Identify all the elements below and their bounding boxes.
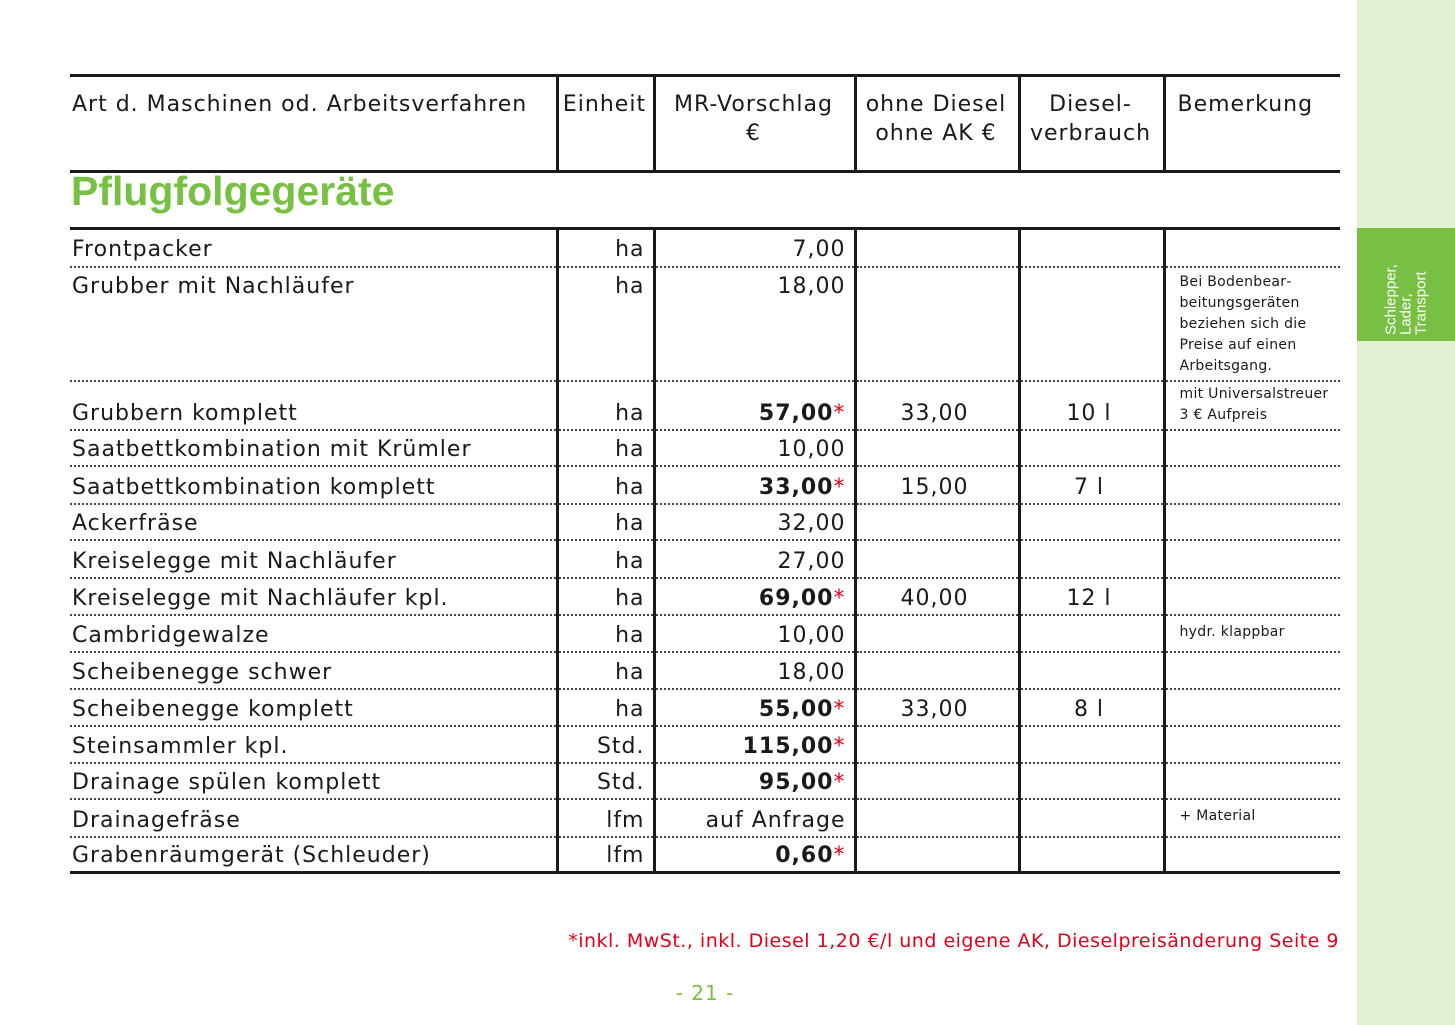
cell-price (654, 430, 855, 466)
cell-price (654, 799, 855, 837)
cell-dieselverbrauch (1019, 726, 1164, 763)
cell-price (654, 381, 855, 430)
table-row (70, 504, 1340, 540)
cell-price (654, 229, 855, 267)
cell-name: Saatbettkombination komplett (70, 466, 557, 504)
cell-unit: ha (557, 689, 654, 726)
price-value: 27,00 (777, 548, 846, 574)
cell-name: Kreiselegge mit Nachläufer kpl. (70, 578, 557, 615)
cell-price (654, 578, 855, 615)
cell-ohne-diesel: 40,00 (855, 578, 1019, 615)
cell-ohne-diesel (855, 504, 1019, 540)
cell-dieselverbrauch (1019, 504, 1164, 540)
table-row (70, 466, 1340, 504)
cell-ohne-diesel (855, 799, 1019, 837)
cell-unit: ha (557, 540, 654, 578)
price-value: 18,00 (777, 273, 846, 299)
cell-name: Grubber mit Nachläufer (70, 267, 557, 381)
cell-dieselverbrauch (1019, 615, 1164, 652)
table-row (70, 837, 1340, 873)
price-value: auf Anfrage (705, 807, 846, 833)
cell-name: Drainage spülen komplett (70, 763, 557, 799)
cell-dieselverbrauch (1019, 837, 1164, 873)
sidebar-tab[interactable] (1357, 228, 1455, 341)
table-row (70, 381, 1340, 430)
cell-dieselverbrauch (1019, 267, 1164, 381)
header-bemerkung: Bemerkung (1164, 76, 1340, 172)
cell-ohne-diesel (855, 615, 1019, 652)
cell-dieselverbrauch (1019, 799, 1164, 837)
cell-bemerkung (1164, 726, 1340, 763)
price-table (70, 227, 1340, 874)
cell-bemerkung: Bei Bodenbearbeitungsgeräten beziehen sich die Preise auf einen Arbeitsgang. (1164, 267, 1340, 381)
cell-name: Kreiselegge mit Nachläufer (70, 540, 557, 578)
cell-dieselverbrauch (1019, 652, 1164, 689)
header-table (70, 74, 1340, 173)
cell-bemerkung (1164, 229, 1340, 267)
cell-dieselverbrauch (1019, 763, 1164, 799)
cell-unit: ha (557, 615, 654, 652)
cell-bemerkung (1164, 837, 1340, 873)
section-title: Pflugfolgegeräte (71, 168, 395, 214)
cell-name: Grubbern komplett (70, 381, 557, 430)
cell-name: Steinsammler kpl. (70, 726, 557, 763)
cell-bemerkung (1164, 578, 1340, 615)
cell-dieselverbrauch: 7 l (1019, 466, 1164, 504)
price-value: 18,00 (777, 659, 846, 685)
price-star: * (833, 733, 846, 759)
table-row (70, 578, 1340, 615)
price-value: 69,00 (758, 585, 834, 611)
table-row (70, 540, 1340, 578)
price-value: 0,60 (775, 843, 834, 868)
cell-dieselverbrauch (1019, 229, 1164, 267)
cell-ohne-diesel: 33,00 (855, 689, 1019, 726)
cell-unit: ha (557, 466, 654, 504)
page-number: - 21 - (675, 981, 735, 1005)
cell-unit: lfm (557, 837, 654, 873)
cell-bemerkung (1164, 466, 1340, 504)
cell-bemerkung (1164, 763, 1340, 799)
price-value: 33,00 (758, 474, 834, 500)
header-dieselverbrauch: Diesel- verbrauch (1019, 76, 1164, 172)
cell-bemerkung: + Material (1164, 799, 1340, 837)
cell-ohne-diesel (855, 837, 1019, 873)
cell-unit: ha (557, 504, 654, 540)
cell-unit: ha (557, 229, 654, 267)
cell-unit: lfm (557, 799, 654, 837)
price-star: * (833, 843, 846, 868)
sidebar-tab-label: Schlepper, Lader, Transport (1382, 263, 1430, 335)
price-value: 10,00 (777, 622, 846, 648)
header-einheit: Einheit (557, 76, 654, 172)
cell-price (654, 726, 855, 763)
cell-bemerkung: mit Universalstreuer 3 € Aufpreis (1164, 381, 1340, 430)
table-row (70, 689, 1340, 726)
price-value: 115,00 (742, 733, 834, 759)
header-ohne-diesel: ohne Diesel ohne AK € (855, 76, 1019, 172)
table-row (70, 763, 1340, 799)
table-row (70, 652, 1340, 689)
cell-dieselverbrauch (1019, 540, 1164, 578)
cell-ohne-diesel: 15,00 (855, 466, 1019, 504)
price-star: * (833, 400, 846, 426)
table-row (70, 726, 1340, 763)
cell-ohne-diesel (855, 267, 1019, 381)
table-row (70, 799, 1340, 837)
cell-unit: Std. (557, 763, 654, 799)
table-row (70, 615, 1340, 652)
cell-name: Cambridgewalze (70, 615, 557, 652)
cell-name: Ackerfräse (70, 504, 557, 540)
cell-bemerkung (1164, 504, 1340, 540)
cell-ohne-diesel (855, 763, 1019, 799)
cell-price (654, 837, 855, 873)
cell-price (654, 540, 855, 578)
price-star: * (833, 696, 846, 722)
cell-dieselverbrauch (1019, 430, 1164, 466)
sidebar-background (1357, 0, 1455, 1025)
price-value: 10,00 (777, 436, 846, 462)
cell-name: Scheibenegge schwer (70, 652, 557, 689)
cell-dieselverbrauch: 10 l (1019, 381, 1164, 430)
cell-dieselverbrauch: 8 l (1019, 689, 1164, 726)
cell-bemerkung (1164, 430, 1340, 466)
cell-unit: ha (557, 430, 654, 466)
cell-price (654, 504, 855, 540)
table-row (70, 229, 1340, 267)
cell-bemerkung: hydr. klappbar (1164, 615, 1340, 652)
cell-bemerkung (1164, 689, 1340, 726)
cell-ohne-diesel (855, 229, 1019, 267)
price-star: * (833, 769, 846, 795)
cell-unit: ha (557, 652, 654, 689)
cell-ohne-diesel (855, 652, 1019, 689)
cell-unit: ha (557, 267, 654, 381)
cell-price (654, 466, 855, 504)
footnote: *inkl. MwSt., inkl. Diesel 1,20 €/l und eigene AK, Dieselpreisänderung Seite 9 (568, 930, 1339, 952)
cell-ohne-diesel (855, 430, 1019, 466)
cell-unit: ha (557, 578, 654, 615)
cell-price (654, 652, 855, 689)
cell-dieselverbrauch: 12 l (1019, 578, 1164, 615)
cell-price (654, 615, 855, 652)
price-star: * (833, 585, 846, 611)
cell-ohne-diesel (855, 726, 1019, 763)
cell-ohne-diesel (855, 540, 1019, 578)
cell-price (654, 763, 855, 799)
price-value: 57,00 (758, 400, 834, 426)
price-value: 55,00 (758, 696, 834, 722)
cell-unit: ha (557, 381, 654, 430)
cell-name: Drainagefräse (70, 799, 557, 837)
table-row (70, 430, 1340, 466)
cell-name: Grabenräumgerät (Schleuder) (72, 843, 431, 868)
header-mr-vorschlag: MR-Vorschlag € (654, 76, 855, 172)
cell-price (654, 267, 855, 381)
price-value: 32,00 (777, 510, 846, 536)
cell-unit: Std. (557, 726, 654, 763)
table-row (70, 267, 1340, 381)
cell-name: Saatbettkombination mit Krümler (70, 430, 557, 466)
cell-bemerkung (1164, 540, 1340, 578)
cell-name: Scheibenegge komplett (70, 689, 557, 726)
cell-ohne-diesel: 33,00 (855, 381, 1019, 430)
cell-bemerkung (1164, 652, 1340, 689)
price-star: * (833, 474, 846, 500)
cell-name: Frontpacker (70, 229, 557, 267)
cell-price (654, 689, 855, 726)
header-art: Art d. Maschinen od. Arbeitsverfahren (72, 92, 528, 117)
price-value: 7,00 (792, 237, 846, 262)
price-value: 95,00 (758, 769, 834, 795)
